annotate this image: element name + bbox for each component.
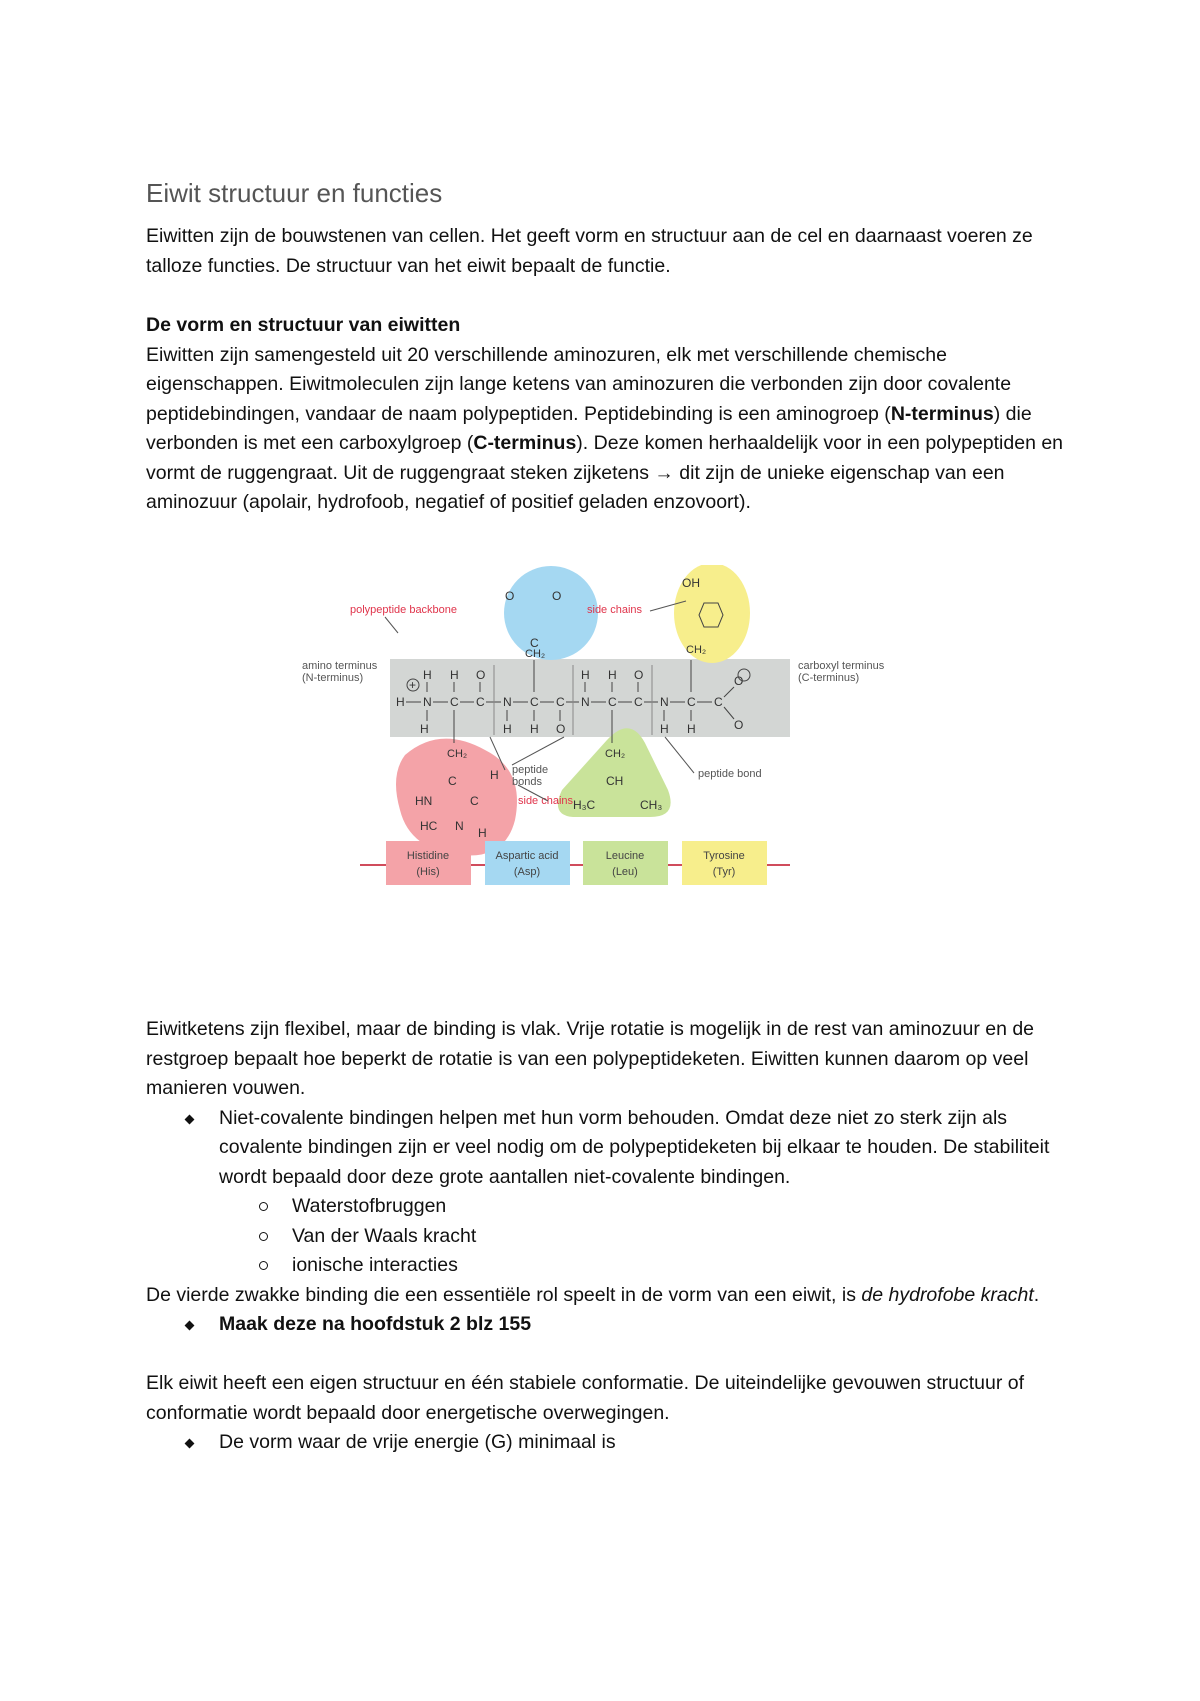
list-item: Niet-covalente bindingen helpen met hun vorm behouden. Omdat deze niet zo sterk zijn als covalente bindingen zijn er veel nodig om de polypeptideketen bij elkaar te houden. De stabiliteit wordt bepaald door deze grote aantallen niet-covalente bindingen. [146,1104,1066,1193]
aspartic-blob [504,566,598,660]
intro-text: Eiwitten zijn de bouwstenen van cellen. Het geeft vorm en structuur aan de cel en daarnaast voeren ze talloze functies. De structuur van het eiwit bepaalt de functie. [146,225,1033,277]
svg-text:H: H [608,668,617,682]
svg-text:O: O [634,668,644,682]
label-peptide-bonds-1: peptide [512,764,549,776]
svg-text:C: C [448,774,457,788]
bullet-list-2 [146,1310,1066,1340]
svg-text:H₃C: H₃C [573,798,596,812]
peptide-diagram [290,565,900,930]
svg-text:H: H [450,668,459,682]
svg-text:H: H [530,722,539,736]
hydrophobic-text-1: De vierde zwakke binding die een essentiële rol speelt in de vorm van een eiwit, is [146,1283,862,1306]
svg-text:H: H [478,826,487,840]
svg-text:H: H [396,695,405,709]
legend-name: Leucine [605,850,645,862]
svg-text:H: H [490,768,499,782]
structure-text-3: ). Deze komen herhaaldelijk voor in een polypeptiden en vormt de ruggengraat. Uit de ruggengraat steken zijketens → dit zijn de unieke eigenschap van een aminozuur (apolair, hydrofoob, negatief of positief geladen enzovoort). [146,432,1064,513]
svg-text:OH: OH [682,576,700,590]
svg-text:O: O [734,718,744,732]
svg-text:C: C [476,695,485,709]
svg-text:N: N [660,695,669,709]
c-terminus-term: C-terminus [473,432,577,454]
legend-abbr: (His) [416,866,440,878]
legend-swatch-aspartic [485,841,570,885]
structure-text-1: Eiwitten zijn samengesteld uit 20 verschillende aminozuren, elk met verschillende chemische eigenschappen. Eiwitmoleculen zijn lange ketens van aminozuren die verbonden zijn door covalente peptidebindingen, vandaar de naam polypeptiden. Peptidebinding is een aminogroep ( [146,343,1012,425]
intro-paragraph [146,222,1066,281]
label-carboxyl-terminus: carboxyl terminus [798,660,885,672]
svg-text:H: H [503,722,512,736]
list-item: ionische interacties [146,1251,1066,1281]
svg-text:C: C [556,695,565,709]
list-item: Van der Waals kracht [146,1222,1066,1252]
section-flexibility [146,1015,1066,1458]
sub-bullet-list [146,1192,1066,1281]
n-terminus-term: N-terminus [890,402,994,425]
svg-text:CH₂: CH₂ [525,648,546,660]
hydrophobic-term: de hydrofobe kracht [861,1283,1034,1306]
svg-text:H: H [581,668,590,682]
svg-text:H: H [420,722,429,736]
list-item: Waterstofbruggen [146,1192,1066,1222]
svg-text:O: O [734,674,744,688]
svg-text:C: C [530,695,539,709]
label-side-chains-top: side chains [587,604,643,616]
conformation-paragraph: Elk eiwit heeft een eigen structuur en één stabiele conformatie. De uiteindelijke gevouwen structuur of conformatie wordt bepaald door energetische overwegingen. [146,1372,1025,1424]
legend-abbr: (Tyr) [712,866,736,878]
structure-text-2: ) die verbonden is met een carboxylgroep ( [146,402,1032,454]
hydrophobic-text-2: . [1033,1283,1040,1306]
svg-text:C: C [608,695,617,709]
svg-text:C: C [530,636,539,650]
svg-text:HN: HN [415,794,433,808]
plus-sign: + [409,678,417,692]
svg-text:CH₂: CH₂ [686,644,707,656]
bullet-list-1 [146,1104,1066,1193]
label-peptide-bond: peptide bond [698,768,762,780]
svg-text:O: O [552,589,562,603]
section-heading: De vorm en structuur van eiwitten [146,314,461,336]
label-backbone: polypeptide backbone [350,604,458,616]
peptide-diagram-svg [290,565,900,930]
svg-text:N: N [455,819,464,833]
label-peptide-bonds-2: bonds [512,776,542,788]
label-side-chains-bottom: side chains [518,795,574,807]
svg-text:HC: HC [420,819,438,833]
label-c-terminus: (C-terminus) [798,672,860,684]
hydrophobic-paragraph [146,1281,1066,1311]
section-structure [146,311,1066,518]
svg-text:CH₂: CH₂ [605,748,626,760]
legend-abbr: (Leu) [612,866,638,878]
svg-text:N: N [581,695,590,709]
svg-text:H: H [687,722,696,736]
legend-name: Tyrosine [703,850,745,862]
structure-paragraph [146,341,1066,518]
label-n-terminus: (N-terminus) [302,672,364,684]
svg-text:C: C [714,695,723,709]
svg-text:C: C [470,794,479,808]
legend-name: Aspartic acid [495,850,559,862]
legend [386,841,767,885]
svg-text:CH: CH [606,774,624,788]
svg-text:N: N [423,695,432,709]
legend-abbr: (Asp) [513,866,541,878]
svg-text:C: C [687,695,696,709]
bullet-list-3 [146,1428,1066,1458]
legend-swatch-histidine [386,841,471,885]
svg-text:O: O [476,668,486,682]
list-item: De vorm waar de vrije energie (G) minimaal is [146,1428,1066,1458]
svg-text:O: O [505,589,515,603]
svg-text:CH₃: CH₃ [640,798,663,812]
list-item: Maak deze na hoofdstuk 2 blz 155 [146,1310,1066,1340]
legend-name: Histidine [406,850,450,862]
svg-text:H: H [660,722,669,736]
svg-text:O: O [556,722,566,736]
page-title: Eiwit structuur en functies [146,178,443,208]
label-amino-terminus: amino terminus [302,660,378,672]
legend-swatch-tyrosine [682,841,767,885]
svg-text:CH₂: CH₂ [447,748,468,760]
svg-text:N: N [503,695,512,709]
legend-swatch-leucine [583,841,668,885]
svg-text:C: C [450,695,459,709]
flexibility-paragraph: Eiwitketens zijn flexibel, maar de binding is vlak. Vrije rotatie is mogelijk in de rest van aminozuur en de restgroep bepaalt hoe beperkt de rotatie is van een polypeptideketen. Eiwitten kunnen daarom op veel manieren vouwen. [146,1018,1035,1099]
svg-text:C: C [634,695,643,709]
svg-text:H: H [423,668,432,682]
